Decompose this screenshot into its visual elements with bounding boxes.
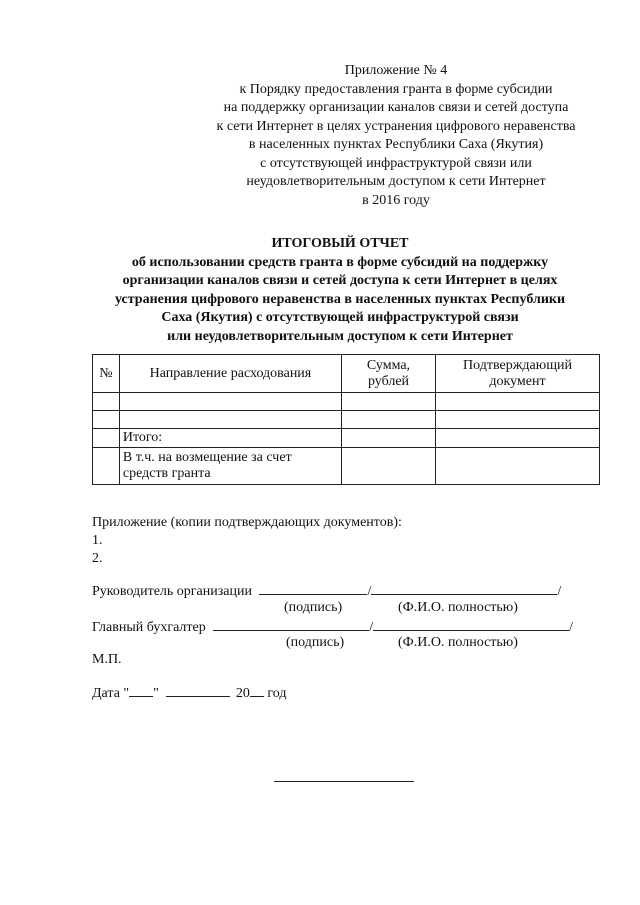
table-cell [93, 393, 120, 411]
attachment-item: 1. [92, 533, 103, 548]
slash: / [557, 584, 562, 599]
day-blank[interactable] [129, 684, 153, 697]
table-cell [93, 448, 120, 485]
table-cell [93, 429, 120, 448]
report-subtitle-line: или неудовлетворительным доступом к сети Интернет [167, 328, 513, 344]
report-subtitle-line: организации каналов связи и сетей доступа к сети Интернет в целях [122, 273, 558, 288]
accountant-signature-blank[interactable] [213, 618, 369, 631]
appendix-line: к сети Интернет в целях устранения цифрового неравенства [216, 118, 576, 134]
appendix-line: на поддержку организации каналов связи и сетей доступа [223, 100, 569, 115]
attachment-item: 2. [92, 551, 103, 566]
table-cell [93, 411, 120, 429]
grant-label-line: средств гранта [122, 466, 211, 481]
table-cell [119, 411, 341, 429]
appendix-line: с отсутствующей инфраструктурой связи или [260, 155, 532, 171]
signature-caption: (подпись) [286, 635, 345, 650]
head-name-blank[interactable] [371, 582, 557, 595]
table-row [93, 411, 600, 429]
table-cell [119, 393, 341, 411]
header-sum [341, 355, 435, 393]
attachments-label: Приложение (копии подтверждающих документов): [92, 515, 402, 530]
accountant-label: Главный бухгалтер [92, 620, 206, 635]
table-cell [341, 429, 435, 448]
table-cell [436, 448, 600, 485]
report-subtitle-line: Саха (Якутия) с отсутствующей инфраструктурой связи [161, 310, 519, 325]
accountant-signature-line [92, 618, 573, 636]
year-blank[interactable] [250, 684, 264, 697]
attachments [92, 514, 402, 568]
table-row [93, 393, 600, 411]
appendix-line: к Порядку предоставления гранта в форме субсидии [239, 81, 553, 97]
header-document-line: документ [489, 373, 546, 389]
appendix-line: в населенных пунктах Республики Саха (Якутия) [248, 137, 544, 152]
date-label: Дата " [92, 686, 130, 701]
year-suffix: год [267, 686, 287, 701]
table-grant-row [93, 448, 600, 485]
year-prefix: 20 [235, 686, 250, 701]
head-label: Руководитель организации [92, 584, 252, 599]
report-heading: ИТОГОВЫЙ ОТЧЕТ [271, 236, 409, 251]
slash: / [569, 620, 574, 635]
head-signature-line [92, 582, 561, 600]
month-blank[interactable] [166, 684, 230, 697]
table-cell [341, 393, 435, 411]
table-cell [341, 411, 435, 429]
table-cell [436, 429, 600, 448]
header-num: № [93, 355, 120, 393]
header-document [436, 355, 600, 393]
expense-table [92, 354, 600, 485]
date-quote: " [153, 686, 159, 701]
accountant-name-blank[interactable] [373, 618, 569, 631]
header-direction: Направление расходования [119, 355, 341, 393]
appendix-note [196, 62, 596, 210]
table-header-row [93, 355, 600, 393]
total-label: Итого: [119, 429, 341, 448]
appendix-line: неудовлетворительным доступом к сети Интернет [246, 174, 546, 189]
report-subtitle-line: об использовании средств гранта в форме субсидий на поддержку [131, 254, 549, 270]
header-sum-line: Сумма, [366, 357, 411, 373]
stamp-place: М.П. [92, 652, 122, 667]
header-sum-line: рублей [367, 373, 410, 389]
date-line [92, 684, 286, 702]
appendix-line: в 2016 году [362, 192, 430, 208]
slash: / [369, 620, 374, 635]
name-caption: (Ф.И.О. полностью) [398, 635, 518, 650]
table-cell [341, 448, 435, 485]
head-signature-blank[interactable] [259, 582, 367, 595]
grant-label [119, 448, 341, 485]
table-cell [436, 411, 600, 429]
footer-rule [274, 781, 414, 782]
table-total-row [93, 429, 600, 448]
appendix-line: Приложение № 4 [344, 63, 448, 78]
signature-caption: (подпись) [284, 600, 343, 615]
header-document-line: Подтверждающий [463, 357, 572, 373]
report-title [80, 235, 600, 346]
name-caption: (Ф.И.О. полностью) [398, 600, 518, 615]
slash: / [367, 584, 372, 599]
grant-label-line: В т.ч. на возмещение за счет [122, 450, 292, 465]
table-cell [436, 393, 600, 411]
report-subtitle-line: устранения цифрового неравенства в населенных пунктах Республики [114, 291, 566, 307]
